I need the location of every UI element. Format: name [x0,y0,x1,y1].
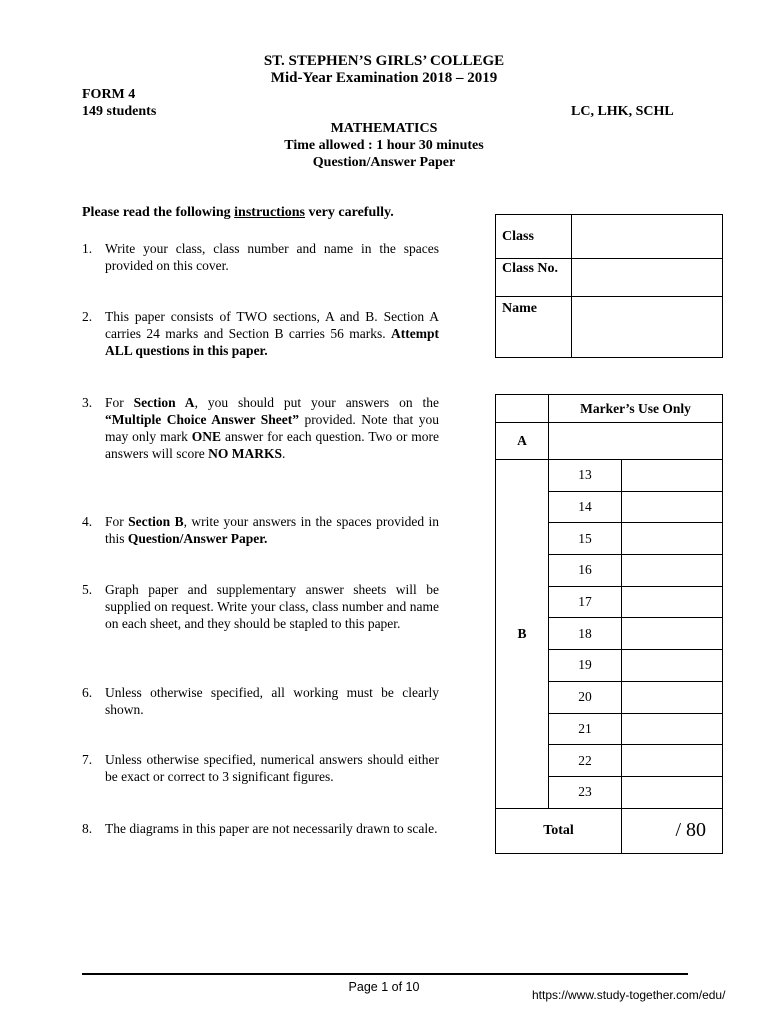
instruction-item [82,684,439,718]
student-info-box [495,214,723,358]
instruction-item [82,581,439,632]
question-score[interactable] [622,491,723,523]
section-a-label: A [496,423,549,460]
instruction-number: 7. [82,752,93,767]
question-score[interactable] [622,618,723,650]
instruction-number: 5. [82,582,93,597]
instruction-text: This paper consists of TWO sections, A and B. Section A carries 24 marks and Section B carries 56 marks. Attempt ALL questions in this paper. [105,309,439,358]
question-score[interactable] [622,713,723,745]
footer-divider [82,973,688,975]
question-score[interactable] [622,776,723,808]
question-score[interactable] [622,555,723,587]
instruction-item [82,513,439,547]
school-name: ST. STEPHEN’S GIRLS’ COLLEGE [263,53,505,69]
class-field[interactable] [572,215,723,259]
instructions-underlined: instructions [234,205,305,220]
instruction-item [82,751,439,785]
question-number: 22 [549,745,622,777]
instruction-text: Unless otherwise specified, numerical answers should either be exact or correct to 3 significant figures. [105,752,439,784]
instruction-number: 4. [82,514,93,529]
name-field[interactable] [572,297,723,358]
paper-type: Question/Answer Paper [312,155,456,170]
class-no-label: Class No. [496,259,572,297]
instruction-number: 6. [82,685,93,700]
question-score[interactable] [622,681,723,713]
question-number: 21 [549,713,622,745]
question-number: 14 [549,491,622,523]
total-label: Total [496,808,622,853]
question-number: 19 [549,650,622,682]
marker-table [495,394,723,854]
question-number: 13 [549,460,622,492]
section-a-score[interactable] [549,423,723,460]
time-allowed: Time allowed : 1 hour 30 minutes [284,138,484,153]
instruction-item [82,820,439,837]
instruction-number: 8. [82,821,93,836]
section-b-label: B [496,460,549,809]
instruction-text: For Section B, write your answers in the spaces provided in this Question/Answer Paper. [105,514,439,546]
question-score[interactable] [622,523,723,555]
question-number: 17 [549,586,622,618]
source-url: https://www.study-together.com/edu/ [532,988,726,1002]
question-number: 23 [549,776,622,808]
instruction-text: Write your class, class number and name in the spaces provided on this cover. [105,241,439,273]
instruction-item [82,308,439,359]
instruction-number: 2. [82,309,93,324]
class-label: Class [496,215,572,259]
instruction-item [82,394,439,462]
subject-title: MATHEMATICS [330,121,438,136]
instruction-number: 3. [82,395,93,410]
instruction-number: 1. [82,241,93,256]
class-no-field[interactable] [572,259,723,297]
question-number: 18 [549,618,622,650]
question-score[interactable] [622,586,723,618]
page-number: Page 1 of 10 [348,980,420,994]
total-value: / 80 [622,808,723,853]
question-score[interactable] [622,745,723,777]
exam-title: Mid-Year Examination 2018 – 2019 [270,70,498,86]
form-label: FORM 4 [82,87,136,102]
marker-title: Marker’s Use Only [549,395,723,423]
instruction-text: Unless otherwise specified, all working must be clearly shown. [105,685,439,717]
teachers-label: LC, LHK, SCHL [571,104,674,119]
instruction-text: Graph paper and supplementary answer sheets will be supplied on request. Write your class, class number and name on each sheet, and they should be stapled to this paper. [105,582,439,631]
instruction-text: For Section A, you should put your answers on the “Multiple Choice Answer Sheet” provided. Note that you may only mark ONE answer for each question. Two or more answers will score NO MARKS. [105,395,439,461]
instruction-text: The diagrams in this paper are not necessarily drawn to scale. [105,821,438,836]
instruction-item [82,240,439,274]
question-number: 16 [549,555,622,587]
question-number: 20 [549,681,622,713]
instructions-title: Please read the following instructions very carefully. [82,205,394,220]
question-score[interactable] [622,650,723,682]
question-number: 15 [549,523,622,555]
marker-corner [496,395,549,423]
students-count: 149 students [82,104,157,119]
question-score[interactable] [622,460,723,492]
name-label: Name [496,297,572,358]
